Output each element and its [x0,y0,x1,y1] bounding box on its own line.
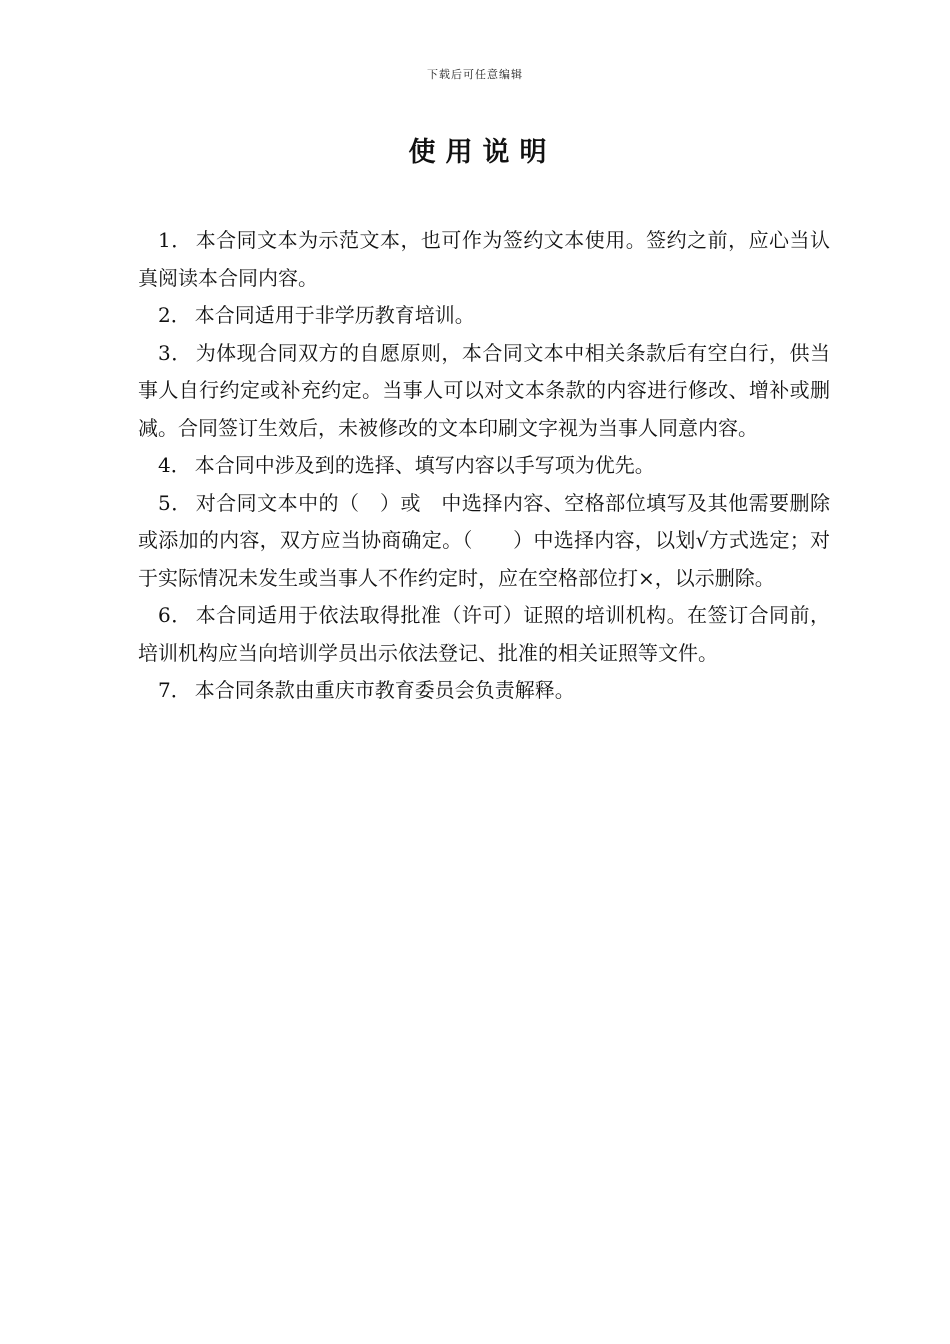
instruction-item-5 [138,485,830,598]
instruction-item-4 [138,447,830,485]
item-text: 本合同中涉及到的选择、填写内容以手写项为优先。 [194,453,655,477]
header-note: 下载后可任意编辑 [427,68,523,81]
item-number: 7． [158,678,191,702]
item-number: 6． [158,603,192,627]
item-text: 为体现合同双方的自愿原则，本合同文本中相关条款后有空白行，供当事人自行约定或补充约定。当事人可以对文本条款的内容进行修改、增补或删减。合同签订生效后，未被修改的文本印刷文字视为当事人同意内容。 [138,340,830,440]
instruction-item-1 [138,222,830,297]
item-number: 5． [158,490,192,515]
item-text: 对合同文本中的（ ）或 中选择内容、空格部位填写及其他需要删除或添加的内容，双方应当协商确定。（ ）中选择内容，以划√方式选定；对于实际情况未发生或当事人不作约定时，应在空格部位打×，以示删除。 [138,490,830,590]
item-number: 2． [158,303,191,327]
item-number: 3． [158,340,192,365]
document-title: 使用说明 [408,137,557,168]
instruction-item-7 [138,672,830,710]
instruction-item-2 [138,297,830,335]
item-text: 本合同条款由重庆市教育委员会负责解释。 [194,678,575,702]
item-text: 本合同适用于依法取得批准（许可）证照的培训机构。在签订合同前，培训机构应当向培训学员出示依法登记、批准的相关证照等文件。 [138,603,830,665]
instruction-item-3 [138,335,830,448]
item-number: 4． [158,453,191,477]
item-text: 本合同文本为示范文本，也可作为签约文本使用。签约之前，应心当认真阅读本合同内容。 [138,228,830,290]
instructions-body [138,222,830,710]
item-number: 1． [158,228,192,252]
instruction-item-6 [138,597,830,672]
item-text: 本合同适用于非学历教育培训。 [194,303,475,327]
